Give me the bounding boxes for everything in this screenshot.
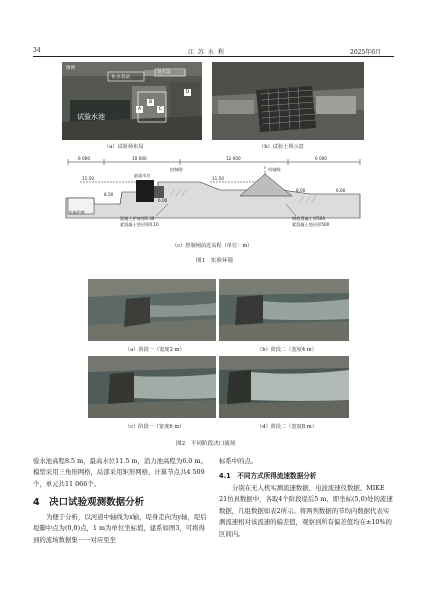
label-control-gate: 控制闸 bbox=[170, 167, 183, 172]
label-max-water-level: 最高水位 bbox=[134, 173, 151, 178]
caption-flow-b: （b）阶段二（宽度4 m） bbox=[257, 347, 317, 353]
label-concrete-2: 素混凝土垫层厚0.10 bbox=[120, 222, 159, 227]
caption-flow-c: （c）阶段一（宽度6 m） bbox=[125, 424, 185, 430]
section-4-1-title: 4.1 不同方式所得流速数据分析 bbox=[219, 472, 317, 480]
figure2-title: 图2 不同阶段决口流场 bbox=[176, 441, 236, 447]
dim-2: 10 000 bbox=[132, 156, 147, 161]
right-paragraph-1: 标系中的点。 bbox=[219, 457, 258, 465]
tag-d: D bbox=[185, 90, 190, 95]
figure1-title: 图1 实验环境 bbox=[196, 258, 234, 264]
cross-section-diagram bbox=[60, 152, 370, 238]
label-el-800: 8.00 bbox=[296, 188, 306, 193]
tag-c: C bbox=[158, 107, 163, 112]
left-paragraph-1: 验水池高程8.5 m，最高水位11.5 m，消力池高程为6.0 m。模型采用三角形网格，局部采用矩形网格，计算节点共4 509个，单元共11 066个。 bbox=[33, 457, 207, 488]
label-el-600: 6.00 bbox=[158, 198, 168, 203]
left-paragraph-2: 为便于分析，以河道中轴线为x轴，堤身走向为y轴，堤后堤脚中点为(0,0)点，1 m为单位坐标值，建系如图3，可将得到的流场数据集一一对应至坐 bbox=[33, 513, 207, 544]
flow-photo-b bbox=[219, 279, 349, 341]
right-paragraph-2: 分别在无人机实测流速数据、电波流速仪数据、MIKE 21仿真数据中，各取4个阶段堤后5 m、即坐标(5,0)处的流速数据，几组数据如表2所示。将两列数据的节均内数据代表实测流速相对该流速的偏差值，观察到所有偏差值均在±10%的区间内。 bbox=[219, 484, 393, 538]
label-test-pool: 试验水池 bbox=[77, 113, 105, 121]
caption-photo-a: （a）试验场布局 bbox=[104, 144, 144, 150]
label-dam-axis: 坝轴线 bbox=[268, 167, 281, 172]
tag-b: B bbox=[148, 100, 153, 105]
caption-section-c: （c）控制闸前近高程（单位：m） bbox=[172, 243, 253, 249]
dim-1: 6 000 bbox=[78, 156, 90, 161]
journal-title: 江 苏 水 利 bbox=[188, 49, 225, 56]
dim-3: 12 000 bbox=[226, 156, 241, 161]
section-4-title: 4 决口试验观测数据分析 bbox=[33, 497, 145, 508]
label-pump-house: 补水泵站 bbox=[111, 75, 131, 80]
label-wl-left: 11.50 bbox=[82, 176, 94, 181]
header-rule bbox=[33, 56, 394, 57]
label-pool-wall: 水池护底 bbox=[68, 210, 85, 215]
flow-photo-c bbox=[88, 356, 216, 418]
label-el-600b: 6.00 bbox=[336, 188, 346, 193]
dim-4: 6 000 bbox=[315, 156, 327, 161]
photo-test-dam bbox=[212, 62, 364, 140]
map-legend-mark: 图例 bbox=[66, 66, 75, 71]
caption-flow-d: （d）阶段二（宽度8 m） bbox=[257, 424, 317, 430]
photo-test-site-layout bbox=[62, 62, 202, 140]
label-concrete-1: 混凝土护坡厚0.30 bbox=[120, 216, 155, 221]
caption-photo-b: （b）试验土坝示意 bbox=[259, 144, 304, 150]
tag-a: A bbox=[137, 107, 142, 112]
label-protect-1: 钢筋混凝土厚500 bbox=[292, 216, 326, 221]
caption-flow-a: （a）阶段一（宽度2 m） bbox=[125, 347, 185, 353]
flow-photo-a bbox=[88, 279, 216, 341]
flow-photo-d bbox=[219, 356, 349, 418]
label-wl-mid: 11.50 bbox=[212, 176, 224, 181]
label-protect-2: 素混凝土垫层厚500 bbox=[292, 222, 330, 227]
page-number: 34 bbox=[33, 47, 41, 54]
label-tailwater: 退水渠 bbox=[157, 70, 171, 75]
label-el-850: 8.50 bbox=[104, 192, 114, 197]
issue-date: 2025年6月 bbox=[350, 49, 382, 56]
